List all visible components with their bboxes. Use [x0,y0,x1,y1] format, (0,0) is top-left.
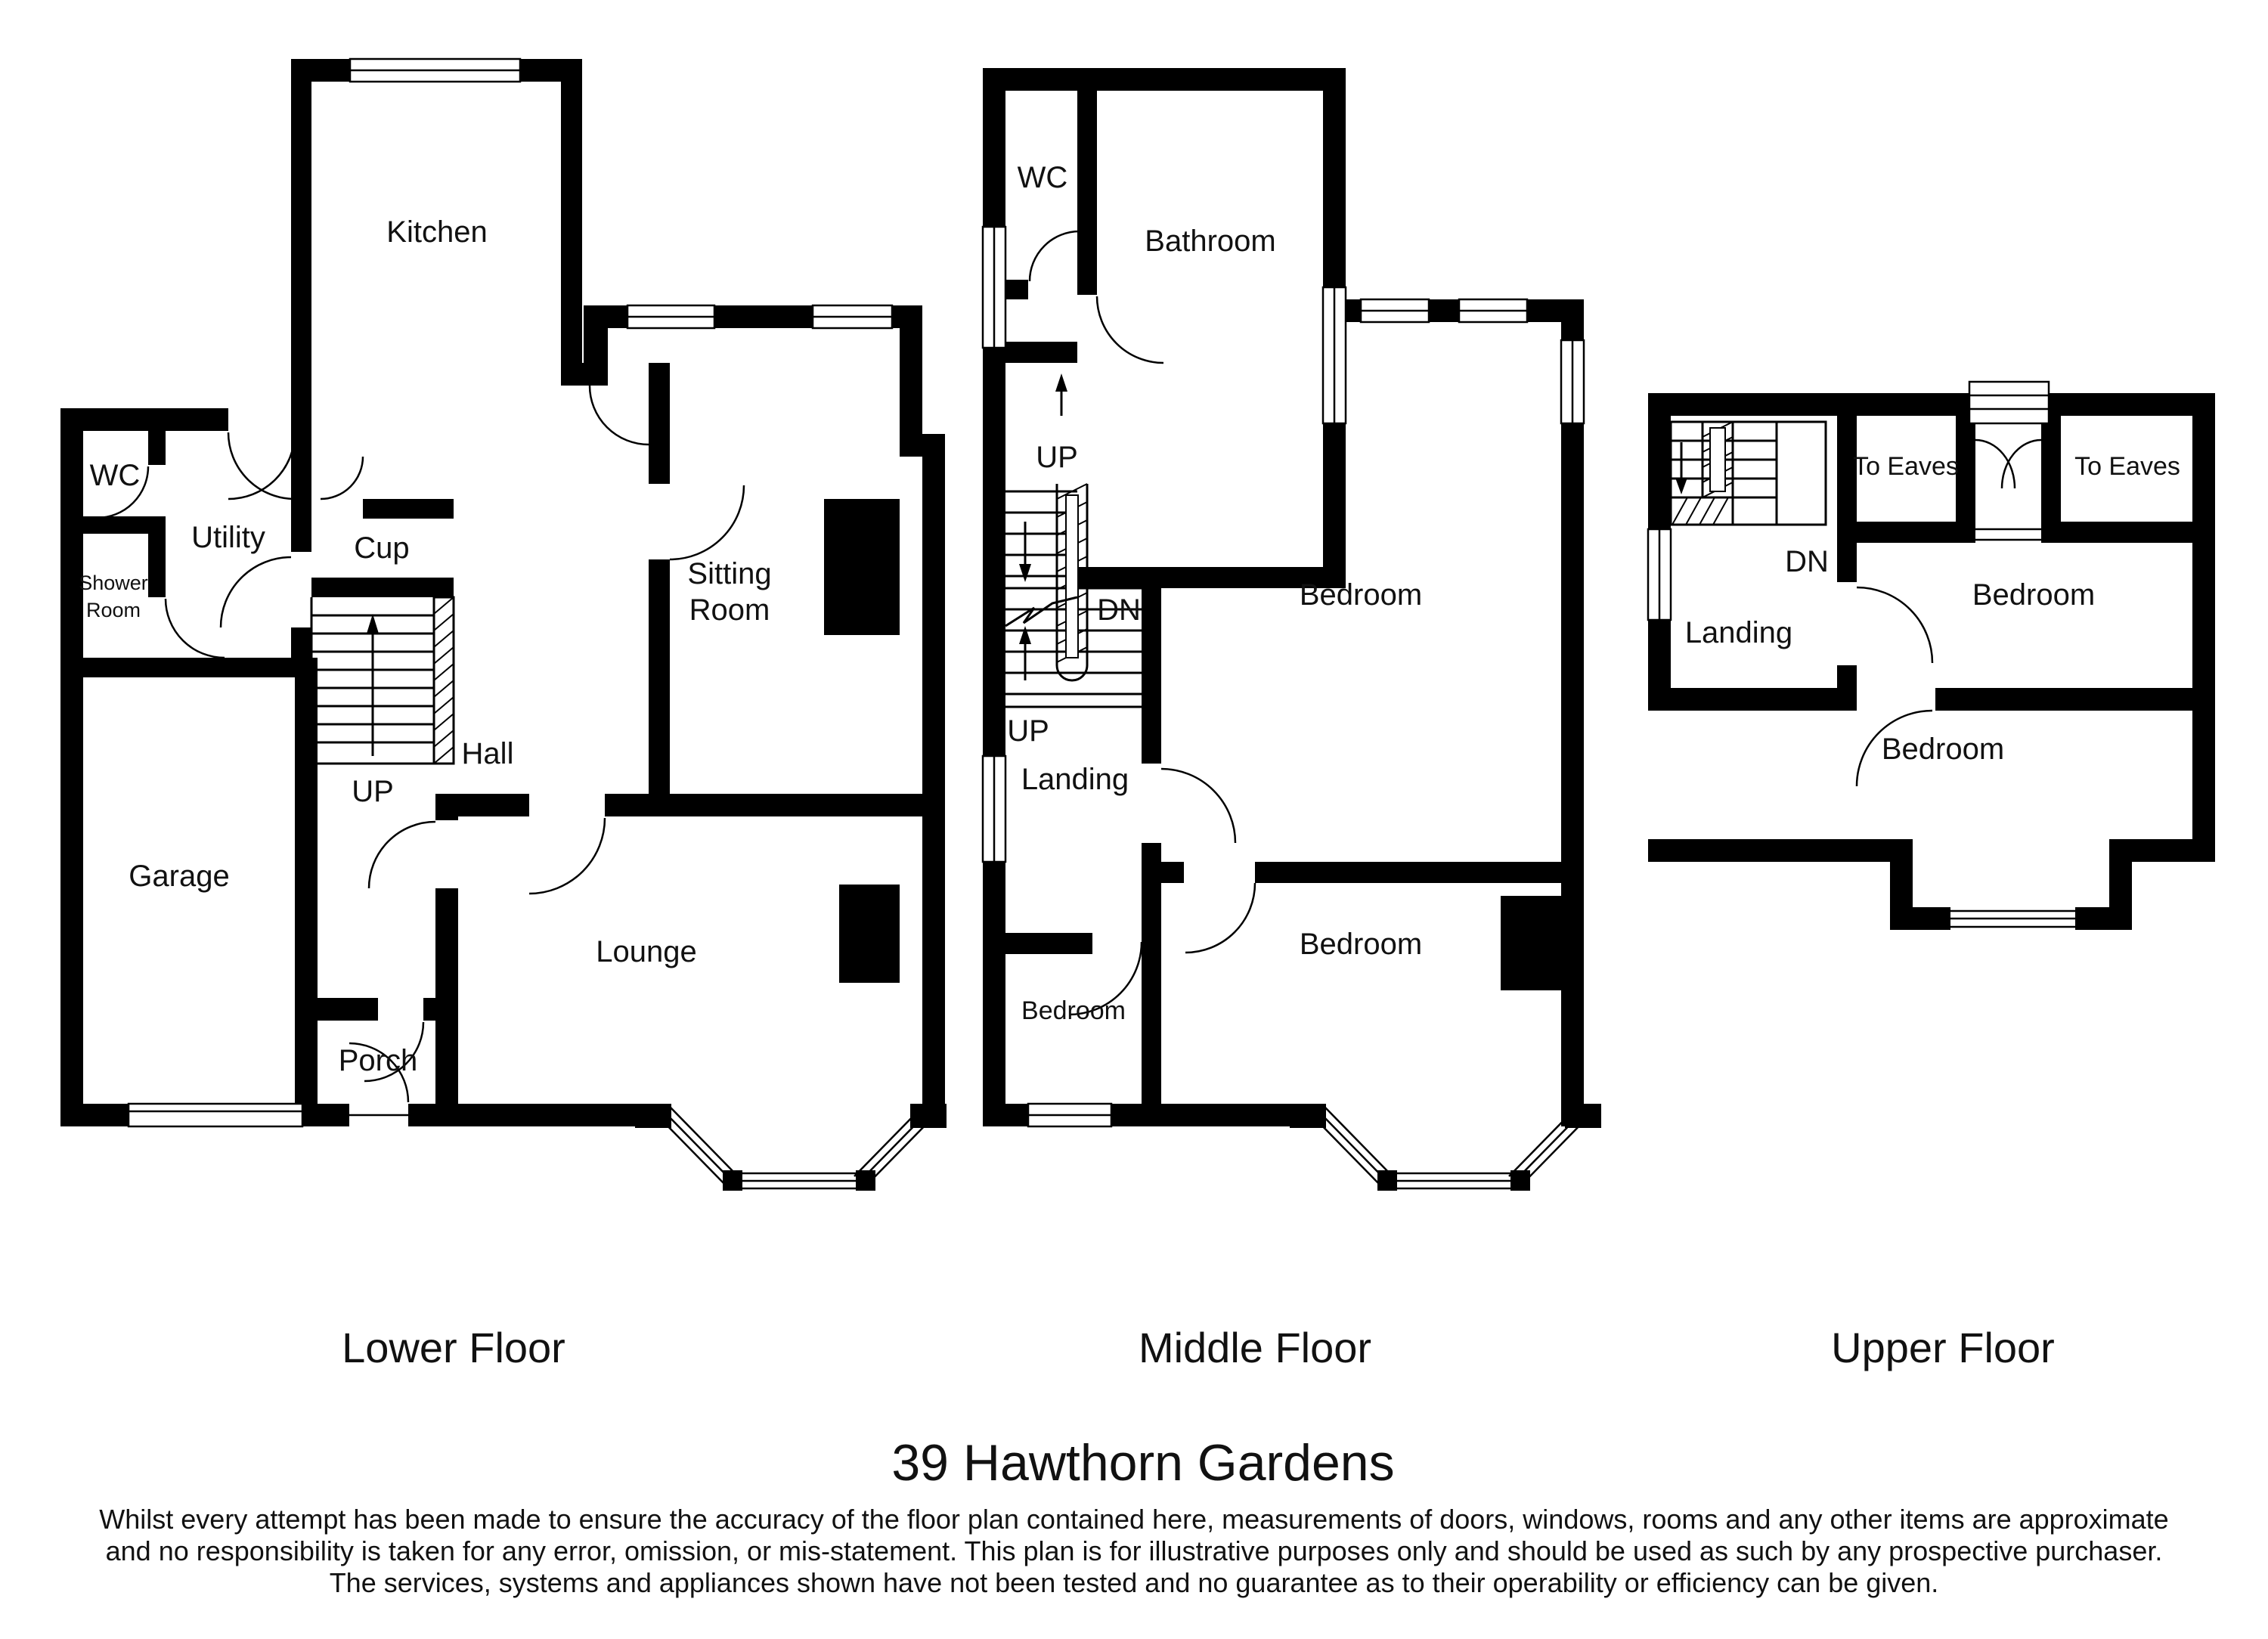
room-label-bedroom-upper-top: Bedroom [1972,578,2096,612]
room-label-wc-middle: WC [1017,161,1068,194]
disclaimer-line-2: and no responsibility is taken for any error, omission, or mis-statement. This plan is for illustrative purposes only and should be used as such by any prospective purchaser. [105,1535,2163,1566]
room-label-bedroom-upper-bottom: Bedroom [1881,733,2005,766]
room-label-shower-2: Room [85,599,141,621]
room-label-wc: WC [89,459,141,492]
upper-room-labels [1685,452,2180,766]
lower-windows [129,59,933,1188]
stair-label-up-top: UP [1036,441,1078,474]
stair-label-dn-middle: DN [1097,593,1141,627]
lower-doors [97,386,744,1102]
room-label-utility: Utility [191,521,265,554]
room-label-cup: Cup [354,531,410,565]
room-label-toeaves-right: To Eaves [2074,452,2180,481]
lower-floor-plan [60,59,947,1191]
captions [99,1324,2168,1598]
room-label-garage: Garage [129,860,230,893]
room-label-sitting-2: Room [689,593,770,627]
room-label-landing-upper: Landing [1684,616,1793,649]
lower-stairs [311,597,454,764]
room-label-porch: Porch [338,1044,418,1077]
floor-label-lower: Lower Floor [342,1324,565,1371]
stair-label-dn-upper: DN [1785,545,1829,578]
room-label-bedroom-bottom: Bedroom [1299,928,1423,961]
disclaimer-line-1: Whilst every attempt has been made to ensure the accuracy of the floor plan contained here, measurements of doors, windows, rooms and any other items are approximate [99,1504,2169,1535]
disclaimer-line-3: The services, systems and appliances shown have not been tested and no guarantee as to their operability or efficiency can be given. [329,1567,1939,1598]
stair-label-up-bottom: UP [1007,714,1049,748]
room-label-bedroom-small: Bedroom [1021,996,1126,1025]
room-label-shower-1: Shower [79,572,148,594]
room-label-kitchen: Kitchen [386,215,488,249]
room-label-sitting-1: Sitting [687,557,772,590]
middle-stairs [1005,373,1142,707]
middle-floor-plan [983,68,1601,1191]
stair-label-up-lower: UP [352,775,394,808]
room-label-hall: Hall [461,737,514,770]
floor-label-upper: Upper Floor [1831,1324,2055,1371]
page-title: 39 Hawthorn Gardens [891,1434,1395,1492]
floor-label-middle: Middle Floor [1138,1324,1372,1371]
room-label-bedroom-right: Bedroom [1299,578,1423,612]
upper-floor-plan [1648,382,2215,930]
lower-walls [60,59,947,1191]
room-label-toeaves-left: To Eaves [1853,452,1959,481]
room-label-bathroom: Bathroom [1145,225,1276,258]
room-label-landing-middle: Landing [1021,763,1129,796]
upper-stairs [1671,422,1826,525]
room-label-lounge: Lounge [596,935,697,968]
